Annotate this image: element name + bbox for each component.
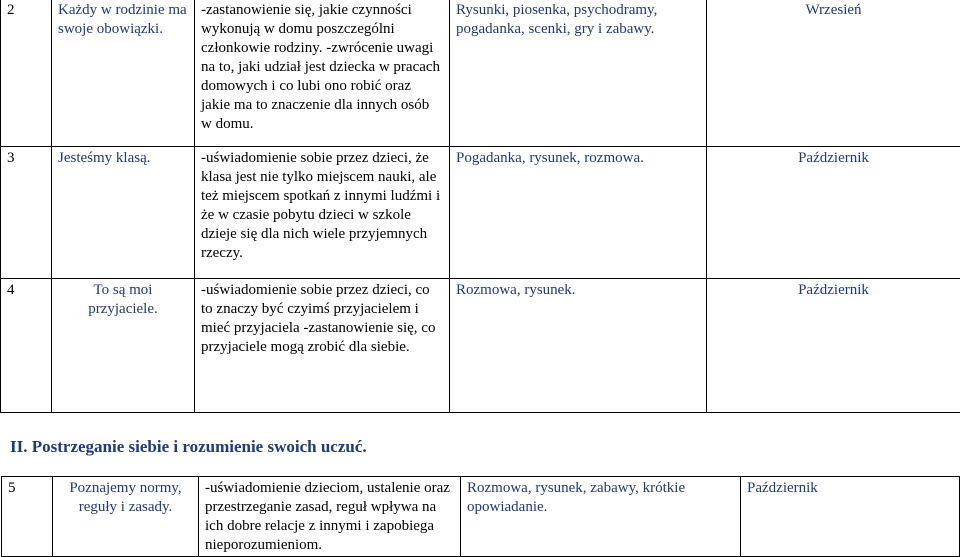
row-number: 5 <box>2 477 53 557</box>
section-heading: II. Postrzeganie siebie i rozumienie swoich uczuć. <box>10 437 367 457</box>
methods-cell: Rysunki, piosenka, psychodramy, pogadanka, scenki, gry i zabawy. <box>450 0 707 147</box>
row-number: 4 <box>1 279 52 413</box>
goals-cell: -uświadomienie sobie przez dzieci, co to znaczy być czyimś przyjacielem i mieć przyjaciela -zastanowienie się, co przyjaciele mogą zrobić dla siebie. <box>195 279 450 413</box>
methods-cell: Rozmowa, rysunek, zabawy, krótkie opowiadanie. <box>461 477 741 557</box>
topic-cell: Jesteśmy klasą. <box>52 147 195 279</box>
table-row <box>1 147 960 279</box>
goals-cell: -uświadomienie dzieciom, ustalenie oraz przestrzeganie zasad, reguł wpływa na ich dobre relacje z innymi i zapobiega nieporozumieniom. <box>199 477 461 557</box>
month-cell: Październik <box>707 279 960 413</box>
curriculum-table-section-2 <box>1 476 960 557</box>
goals-cell: -zastanowienie się, jakie czynności wykonują w domu poszczególni członkowie rodziny. -zwrócenie uwagi na to, jaki udział jest dziecka w pracach domowych i co lubi ono robić oraz jakie ma to znaczenie dla innych osób w domu. <box>195 0 450 147</box>
row-number: 2 <box>1 0 52 147</box>
table-row <box>2 477 960 557</box>
table-row <box>1 0 960 147</box>
month-cell: Wrzesień <box>707 0 960 147</box>
topic-cell: Poznajemy normy, reguły i zasady. <box>53 477 199 557</box>
methods-cell: Rozmowa, rysunek. <box>450 279 707 413</box>
topic-cell: To są moi przyjaciele. <box>52 279 195 413</box>
row-number: 3 <box>1 147 52 279</box>
methods-cell: Pogadanka, rysunek, rozmowa. <box>450 147 707 279</box>
month-cell: Październik <box>707 147 960 279</box>
table-row <box>1 279 960 413</box>
goals-cell: -uświadomienie sobie przez dzieci, że klasa jest nie tylko miejscem nauki, ale też miejscem spotkań z innymi ludźmi i że w czasie pobytu dzieci w szkole dzieje się dla nich wiele przyjemnych rzeczy. <box>195 147 450 279</box>
topic-cell: Każdy w rodzinie ma swoje obowiązki. <box>52 0 195 147</box>
month-cell: Październik <box>741 477 960 557</box>
